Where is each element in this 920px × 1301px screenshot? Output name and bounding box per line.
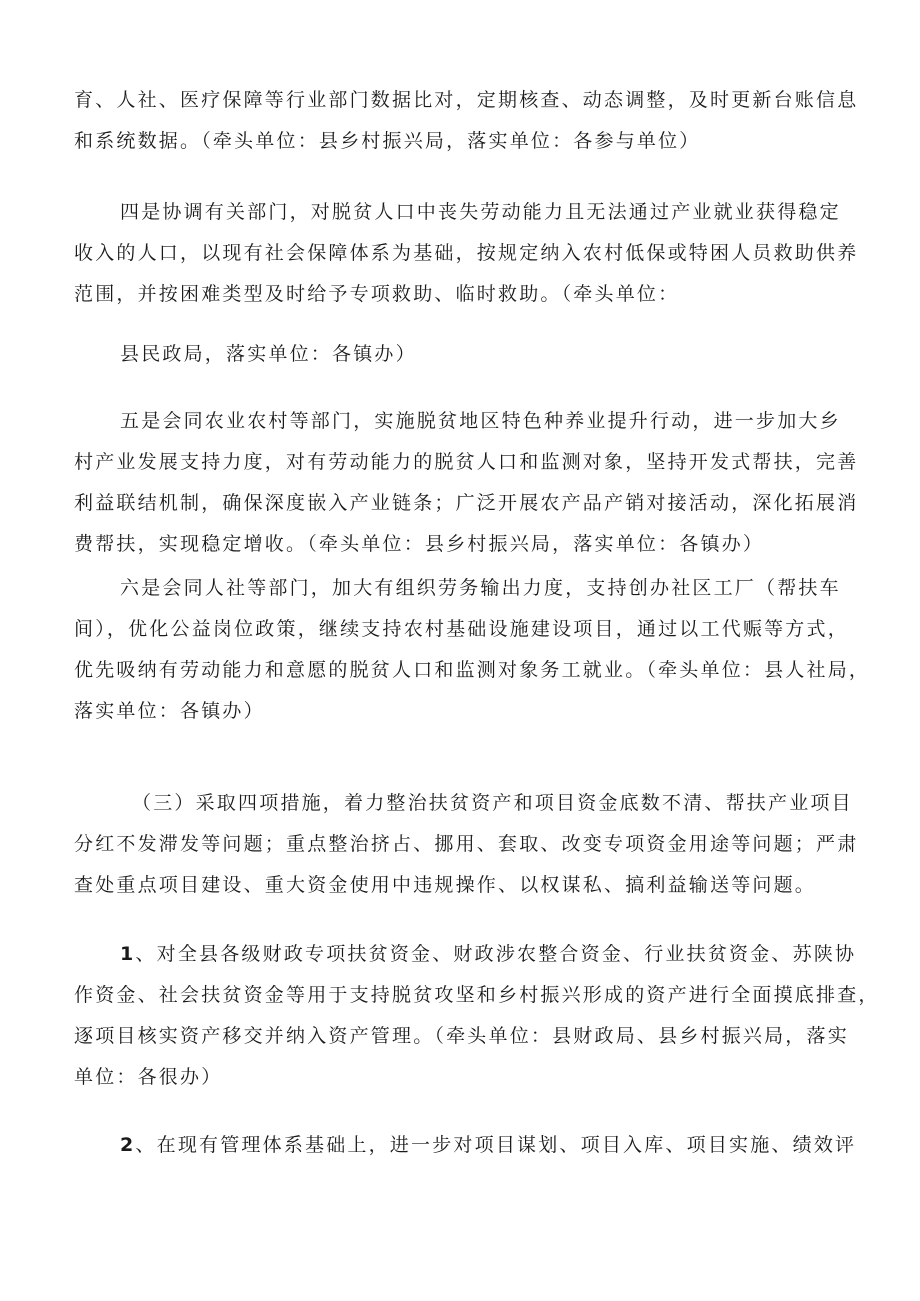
item-number: 2: [120, 1134, 136, 1156]
paragraph-section-three: [74, 783, 868, 906]
paragraph-item-1: [74, 934, 880, 1098]
paragraph-item-2: [74, 1125, 868, 1166]
text-line: 范围，并按困难类型及时给予专项救助、临时救助。（牵头单位：: [74, 283, 680, 305]
paragraph-item-six: [74, 568, 871, 732]
paragraph-item-four: [74, 192, 868, 315]
text-segment: 、在现有管理体系基础上，进一步对项目谋划、项目入库、项目实施、绩效评: [135, 1134, 857, 1156]
text-line: 和系统数据。（牵头单位：县乡村振兴局，落实单位：各参与单位）: [74, 130, 701, 152]
text-line: [74, 1125, 868, 1166]
text-line: 五是会同农业农村等部门，实施脱贫地区特色种养业提升行动，进一步加大乡: [120, 410, 841, 432]
text-line: 间），优化公益岗位政策，继续支持农村基础设施建设项目，通过以工代赈等方式，: [74, 618, 849, 640]
text-line: 村产业发展支持力度，对有劳动能力的脱贫人口和监测对象，坚持开发式帮扶，完善: [74, 451, 859, 473]
text-line: [74, 934, 868, 975]
paragraph-item-five: [74, 401, 868, 565]
item-number: 1: [120, 943, 136, 965]
text-line: 作资金、社会扶贫资金等用于支持脱贫攻坚和乡村振兴形成的资产进行全面摸底排查，: [74, 984, 880, 1006]
text-line: 利益联结机制，确保深度嵌入产业链条；广泛开展农产品产销对接活动，深化拓展消: [74, 492, 859, 514]
text-line: 逐项目核实资产移交并纳入资产管理。（牵头单位：县财政局、县乡村振兴局，落实: [74, 1025, 849, 1047]
text-line: 查处重点项目建设、重大资金使用中违规操作、以权谋私、搞利益输送等问题。: [74, 874, 817, 896]
text-segment: 、对全县各级财政专项扶贫资金、财政涉农整合资金、行业扶贫资金、苏陕协: [135, 943, 857, 965]
text-line: 费帮扶，实现稳定增收。（牵头单位：县乡村振兴局，落实单位：各镇办）: [74, 533, 765, 555]
text-line: 收入的人口，以现有社会保障体系为基础，按规定纳入农村低保或特困人员救助供养: [74, 242, 859, 264]
text-line: 优先吸纳有劳动能力和意愿的脱贫人口和监测对象务工就业。（牵头单位：县人社局，: [74, 659, 871, 681]
text-line: 六是会同人社等部门，加大有组织劳务输出力度，支持创办社区工厂（帮扶车: [120, 577, 841, 599]
paragraph-civil-affairs: [74, 334, 868, 375]
text-line: 四是协调有关部门，对脱贫人口中丧失劳动能力且无法通过产业就业获得稳定: [120, 201, 841, 223]
text-line: 分红不发滞发等问题；重点整治挤占、挪用、套取、改变专项资金用途等问题；严肃: [74, 833, 859, 855]
text-line: （三）采取四项措施，着力整治扶贫资产和项目资金底数不清、帮扶产业项目: [132, 792, 853, 814]
text-line: 单位：各很办）: [74, 1066, 223, 1088]
text-line: 落实单位：各镇办）: [74, 700, 265, 722]
paragraph-data-update: [74, 80, 868, 162]
text-line: 县民政局，落实单位：各镇办）: [120, 343, 417, 365]
text-line: 育、人社、医疗保障等行业部门数据比对，定期核查、动态调整，及时更新台账信息: [74, 89, 859, 111]
